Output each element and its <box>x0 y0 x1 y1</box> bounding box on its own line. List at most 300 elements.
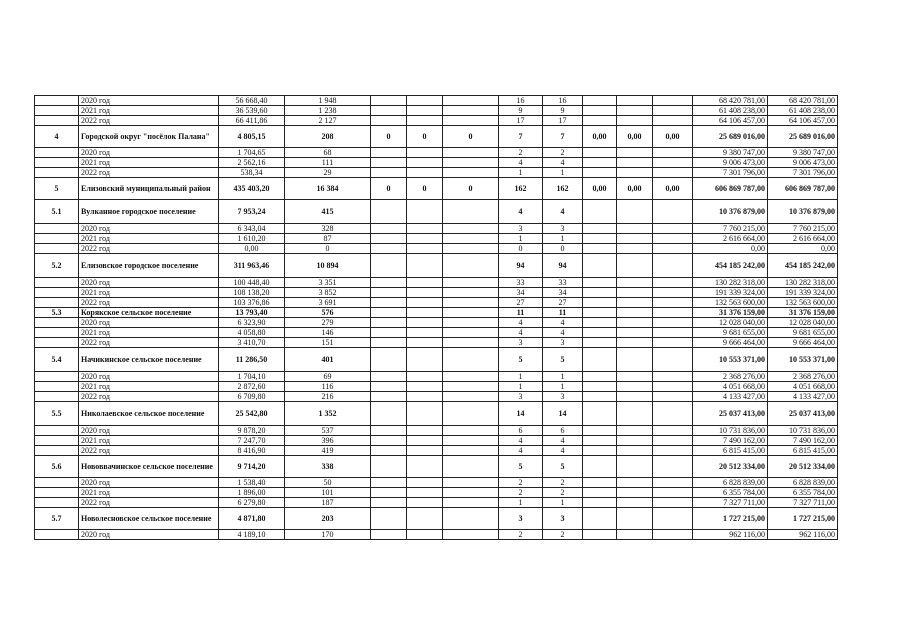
table-cell: 2 <box>499 488 543 498</box>
table-cell: 6 828 839,00 <box>768 478 838 488</box>
table-cell: 2020 год <box>79 224 219 234</box>
table-cell: Вулканное городское поселение <box>79 200 219 224</box>
table-cell <box>617 148 653 158</box>
table-row-total <box>35 456 838 478</box>
table-cell: 454 185 242,00 <box>768 254 838 278</box>
table-cell: 0,00 <box>583 178 617 200</box>
table-cell: 7 953,24 <box>219 200 285 224</box>
table-cell: 116 <box>285 382 371 392</box>
table-cell: Нововвачинское сельское поселение <box>79 456 219 478</box>
table-cell: 11 <box>499 308 543 318</box>
table-cell <box>443 392 499 402</box>
table-cell <box>407 488 443 498</box>
table-row-total <box>35 402 838 426</box>
table-row-total <box>35 254 838 278</box>
table-cell <box>583 158 617 168</box>
table-cell: 4 <box>499 158 543 168</box>
table-cell <box>443 200 499 224</box>
table-cell: 7 <box>499 126 543 148</box>
table-cell: 3 <box>543 392 583 402</box>
table-cell: 5.3 <box>35 308 79 318</box>
table-cell: 1 <box>499 168 543 178</box>
table-cell: 9 666 464,00 <box>693 338 768 348</box>
table-cell: Начикинское сельское поселение <box>79 348 219 372</box>
table-cell <box>617 298 653 308</box>
table-cell <box>617 278 653 288</box>
table-cell <box>653 402 693 426</box>
table-cell <box>653 96 693 106</box>
table-cell: 29 <box>285 168 371 178</box>
table-cell <box>407 328 443 338</box>
table-cell <box>443 244 499 254</box>
table-cell <box>653 328 693 338</box>
table-cell: 34 <box>499 288 543 298</box>
table-cell: 3 <box>499 392 543 402</box>
table-row-year <box>35 116 838 126</box>
table-row-year <box>35 244 838 254</box>
table-cell <box>371 478 407 488</box>
table-cell <box>371 106 407 116</box>
table-cell <box>443 372 499 382</box>
table-cell: 2 <box>499 530 543 540</box>
table-cell: 2022 год <box>79 244 219 254</box>
table-cell <box>443 168 499 178</box>
table-cell: 146 <box>285 328 371 338</box>
table-cell <box>653 116 693 126</box>
table-row-year <box>35 382 838 392</box>
table-cell <box>35 488 79 498</box>
table-cell <box>617 244 653 254</box>
table-cell: 61 408 238,00 <box>768 106 838 116</box>
table-cell: 3 <box>499 338 543 348</box>
table-cell <box>443 426 499 436</box>
table-cell: 606 869 787,00 <box>693 178 768 200</box>
table-cell: 66 411,86 <box>219 116 285 126</box>
table-cell: 9 714,20 <box>219 456 285 478</box>
table-cell <box>653 148 693 158</box>
table-cell <box>407 116 443 126</box>
table-cell <box>583 446 617 456</box>
table-cell <box>371 446 407 456</box>
table-cell <box>617 348 653 372</box>
table-cell: 7 490 162,00 <box>768 436 838 446</box>
table-cell <box>617 308 653 318</box>
table-cell: 25 037 413,00 <box>693 402 768 426</box>
table-cell <box>617 392 653 402</box>
table-cell: 61 408 238,00 <box>693 106 768 116</box>
table-cell: 415 <box>285 200 371 224</box>
table-cell <box>407 318 443 328</box>
table-row-total <box>35 200 838 224</box>
table-cell <box>371 456 407 478</box>
table-cell: 2 <box>543 148 583 158</box>
table-cell: 2021 год <box>79 328 219 338</box>
table-cell: 68 <box>285 148 371 158</box>
table-cell <box>443 288 499 298</box>
table-cell: Елизовское городское поселение <box>79 254 219 278</box>
table-cell: 396 <box>285 436 371 446</box>
table-cell <box>443 498 499 508</box>
table-cell: 6 828 839,00 <box>693 478 768 488</box>
table-cell <box>35 382 79 392</box>
table-cell: 9 006 473,00 <box>768 158 838 168</box>
table-cell <box>583 328 617 338</box>
table-cell: 2022 год <box>79 168 219 178</box>
table-cell: 4 133 427,00 <box>768 392 838 402</box>
table-row-year <box>35 530 838 540</box>
table-cell: 2 368 276,00 <box>693 372 768 382</box>
table-cell <box>407 372 443 382</box>
table-cell: 17 <box>499 116 543 126</box>
table-cell <box>617 488 653 498</box>
table-cell: 0,00 <box>693 244 768 254</box>
table-cell: 0,00 <box>219 244 285 254</box>
table-cell: Городской округ "посёлок Палана" <box>79 126 219 148</box>
table-row-year <box>35 298 838 308</box>
table-cell: Корякское сельское поселение <box>79 308 219 318</box>
table-cell <box>617 402 653 426</box>
table-cell: 1 704,65 <box>219 148 285 158</box>
table-cell <box>653 530 693 540</box>
table-cell: 2 <box>499 478 543 488</box>
table-cell <box>653 392 693 402</box>
table-cell: 1 727 215,00 <box>693 508 768 530</box>
table-cell <box>583 456 617 478</box>
table-cell: 0 <box>407 126 443 148</box>
table-cell <box>617 328 653 338</box>
table-cell: 279 <box>285 318 371 328</box>
table-cell: 576 <box>285 308 371 318</box>
table-cell: 3 <box>543 508 583 530</box>
table-cell <box>407 254 443 278</box>
table-cell: 3 <box>499 508 543 530</box>
table-cell <box>443 224 499 234</box>
table-row-year <box>35 106 838 116</box>
table-cell: 2020 год <box>79 372 219 382</box>
table-row-year <box>35 318 838 328</box>
table-cell: 962 116,00 <box>768 530 838 540</box>
table-cell <box>653 348 693 372</box>
table-cell <box>443 148 499 158</box>
table-cell <box>35 278 79 288</box>
table-cell <box>35 168 79 178</box>
table-cell: 328 <box>285 224 371 234</box>
table-row-year <box>35 96 838 106</box>
table-cell: 0 <box>443 126 499 148</box>
table-cell <box>583 392 617 402</box>
table-cell: 2020 год <box>79 530 219 540</box>
table-cell: 4 871,80 <box>219 508 285 530</box>
table-cell <box>617 338 653 348</box>
table-cell: 27 <box>499 298 543 308</box>
table-row-total <box>35 178 838 200</box>
table-cell: 7 327 711,00 <box>693 498 768 508</box>
table-cell <box>653 318 693 328</box>
table-cell: 56 668,40 <box>219 96 285 106</box>
table-cell: 7 247,70 <box>219 436 285 446</box>
table-cell: 5.4 <box>35 348 79 372</box>
table-cell <box>443 254 499 278</box>
table-cell <box>371 158 407 168</box>
table-cell <box>443 488 499 498</box>
table-cell <box>35 116 79 126</box>
table-cell: 4 058,80 <box>219 328 285 338</box>
table-cell <box>407 338 443 348</box>
table-cell <box>617 436 653 446</box>
table-cell: 1 948 <box>285 96 371 106</box>
table-cell: 1 <box>499 372 543 382</box>
table-cell <box>35 392 79 402</box>
table-cell <box>583 234 617 244</box>
table-cell: 25 689 016,00 <box>768 126 838 148</box>
table-cell <box>653 446 693 456</box>
table-cell: 2022 год <box>79 446 219 456</box>
table-cell: 6 323,90 <box>219 318 285 328</box>
table-cell: 2021 год <box>79 106 219 116</box>
table-cell <box>653 488 693 498</box>
table-cell: 11 286,50 <box>219 348 285 372</box>
table-cell: 27 <box>543 298 583 308</box>
table-cell <box>617 530 653 540</box>
table-cell: 4 <box>543 328 583 338</box>
table-cell: 1 <box>499 382 543 392</box>
table-cell: 13 793,40 <box>219 308 285 318</box>
table-cell: 7 301 796,00 <box>693 168 768 178</box>
table-cell: 33 <box>499 278 543 288</box>
table-cell: 2022 год <box>79 392 219 402</box>
table-cell: 10 376 879,00 <box>768 200 838 224</box>
table-cell <box>407 478 443 488</box>
table-cell <box>371 348 407 372</box>
table-cell <box>443 318 499 328</box>
table-cell: 191 339 324,00 <box>768 288 838 298</box>
table-cell: Новолесновское сельское поселение <box>79 508 219 530</box>
table-cell: 68 420 781,00 <box>693 96 768 106</box>
table-cell: 2 562,16 <box>219 158 285 168</box>
table-cell: 87 <box>285 234 371 244</box>
table-cell: 7 490 162,00 <box>693 436 768 446</box>
table-cell <box>653 338 693 348</box>
table-cell: 6 355 784,00 <box>768 488 838 498</box>
table-cell: 10 731 836,00 <box>768 426 838 436</box>
table-cell <box>407 498 443 508</box>
table-cell: 2020 год <box>79 426 219 436</box>
table-cell <box>407 392 443 402</box>
table-cell: 1 <box>543 168 583 178</box>
table-cell: 2020 год <box>79 318 219 328</box>
table-cell: 2 872,60 <box>219 382 285 392</box>
table-cell: 5 <box>543 456 583 478</box>
table-cell: 0,00 <box>617 126 653 148</box>
table-cell: 187 <box>285 498 371 508</box>
table-cell <box>653 298 693 308</box>
table-cell: 94 <box>499 254 543 278</box>
table-cell <box>653 244 693 254</box>
table-cell: 5.5 <box>35 402 79 426</box>
table-cell <box>35 530 79 540</box>
table-cell <box>371 530 407 540</box>
table-cell: 0 <box>443 178 499 200</box>
table-cell: 2 <box>543 530 583 540</box>
table-cell <box>583 318 617 328</box>
table-cell: 5.1 <box>35 200 79 224</box>
table-cell <box>35 478 79 488</box>
table-cell <box>443 338 499 348</box>
table-cell: 7 327 711,00 <box>768 498 838 508</box>
table-cell: 3 691 <box>285 298 371 308</box>
table-cell <box>371 426 407 436</box>
table-cell: 1 704,10 <box>219 372 285 382</box>
table-cell: 419 <box>285 446 371 456</box>
table-cell <box>653 234 693 244</box>
table-cell: 31 376 159,00 <box>768 308 838 318</box>
table-cell: 10 376 879,00 <box>693 200 768 224</box>
table-cell: 4 <box>543 158 583 168</box>
table-cell <box>371 288 407 298</box>
table-cell: 537 <box>285 426 371 436</box>
table-cell <box>371 200 407 224</box>
table-cell <box>407 508 443 530</box>
table-cell: 0,00 <box>653 178 693 200</box>
table-cell <box>443 106 499 116</box>
table-cell <box>407 426 443 436</box>
table-cell: 9 <box>499 106 543 116</box>
table-cell <box>443 278 499 288</box>
table-cell <box>583 148 617 158</box>
table-cell: 16 384 <box>285 178 371 200</box>
table-cell: 0,00 <box>768 244 838 254</box>
table-cell <box>653 200 693 224</box>
table-cell <box>407 244 443 254</box>
table-cell: 2020 год <box>79 278 219 288</box>
table-cell: 12 028 040,00 <box>693 318 768 328</box>
table-row-year <box>35 148 838 158</box>
table-cell: 162 <box>543 178 583 200</box>
table-cell: 2 <box>543 478 583 488</box>
table-cell: 3 <box>499 224 543 234</box>
table-cell: 338 <box>285 456 371 478</box>
table-cell <box>617 372 653 382</box>
table-cell <box>583 278 617 288</box>
table-cell <box>653 224 693 234</box>
table-cell: 4 <box>543 200 583 224</box>
table-cell: 1 610,20 <box>219 234 285 244</box>
table-cell: 16 <box>543 96 583 106</box>
table-cell: 216 <box>285 392 371 402</box>
table-cell: 9 681 655,00 <box>768 328 838 338</box>
table-cell: 151 <box>285 338 371 348</box>
table-cell <box>617 478 653 488</box>
table-cell <box>407 288 443 298</box>
table-cell <box>617 234 653 244</box>
table-cell <box>653 168 693 178</box>
table-row-year <box>35 436 838 446</box>
table-cell: 1 <box>499 234 543 244</box>
table-cell <box>583 96 617 106</box>
table-cell: 5 <box>499 348 543 372</box>
table-row-year <box>35 478 838 488</box>
table-cell <box>371 254 407 278</box>
table-row-year <box>35 224 838 234</box>
table-cell <box>35 298 79 308</box>
table-cell: 2 616 664,00 <box>768 234 838 244</box>
table-cell: 1 727 215,00 <box>768 508 838 530</box>
table-row-total <box>35 508 838 530</box>
table-cell: 4 <box>499 446 543 456</box>
table-cell: 2021 год <box>79 488 219 498</box>
table-cell <box>35 106 79 116</box>
table-cell <box>583 348 617 372</box>
table-cell <box>443 96 499 106</box>
table-cell <box>35 446 79 456</box>
table-cell <box>35 288 79 298</box>
table-cell: 1 <box>543 234 583 244</box>
table-cell: 454 185 242,00 <box>693 254 768 278</box>
table-cell <box>407 348 443 372</box>
table-cell: 64 106 457,00 <box>768 116 838 126</box>
table-cell <box>407 148 443 158</box>
table-cell: 103 376,86 <box>219 298 285 308</box>
table-cell: 5.2 <box>35 254 79 278</box>
table-cell <box>653 508 693 530</box>
table-cell: 606 869 787,00 <box>768 178 838 200</box>
table-cell: 5.7 <box>35 508 79 530</box>
table-cell: 2021 год <box>79 288 219 298</box>
table-cell: 4 <box>543 446 583 456</box>
table-cell: 0,00 <box>617 178 653 200</box>
table-cell: 401 <box>285 348 371 372</box>
table-cell <box>371 116 407 126</box>
table-cell: 3 351 <box>285 278 371 288</box>
table-row-total <box>35 308 838 318</box>
table-cell: 10 553 371,00 <box>768 348 838 372</box>
table-cell <box>617 456 653 478</box>
table-cell <box>407 234 443 244</box>
table-cell: 1 896,00 <box>219 488 285 498</box>
table-cell <box>653 456 693 478</box>
table-row-total <box>35 348 838 372</box>
table-cell: 12 028 040,00 <box>768 318 838 328</box>
table-cell: 9 666 464,00 <box>768 338 838 348</box>
table-cell <box>407 308 443 318</box>
table-cell: 4 <box>35 126 79 148</box>
table-row-year <box>35 338 838 348</box>
table-cell <box>407 530 443 540</box>
table-cell: 6 815 415,00 <box>768 446 838 456</box>
table-cell <box>371 402 407 426</box>
table-cell: 31 376 159,00 <box>693 308 768 318</box>
table-cell <box>583 116 617 126</box>
table-cell: 10 894 <box>285 254 371 278</box>
table-cell: 2021 год <box>79 158 219 168</box>
table-cell <box>371 372 407 382</box>
table-cell: 0 <box>371 178 407 200</box>
table-cell <box>407 96 443 106</box>
table-cell: 1 538,40 <box>219 478 285 488</box>
table-cell: 1 <box>543 382 583 392</box>
data-table <box>34 95 838 540</box>
table-cell: 311 963,46 <box>219 254 285 278</box>
table-cell: Елизовский муниципальный район <box>79 178 219 200</box>
table-cell: 101 <box>285 488 371 498</box>
table-cell: 6 <box>543 426 583 436</box>
table-cell <box>371 224 407 234</box>
table-cell: 1 <box>543 372 583 382</box>
table-cell: 0 <box>407 178 443 200</box>
table-cell <box>371 436 407 446</box>
table-cell <box>35 148 79 158</box>
table-cell <box>35 224 79 234</box>
